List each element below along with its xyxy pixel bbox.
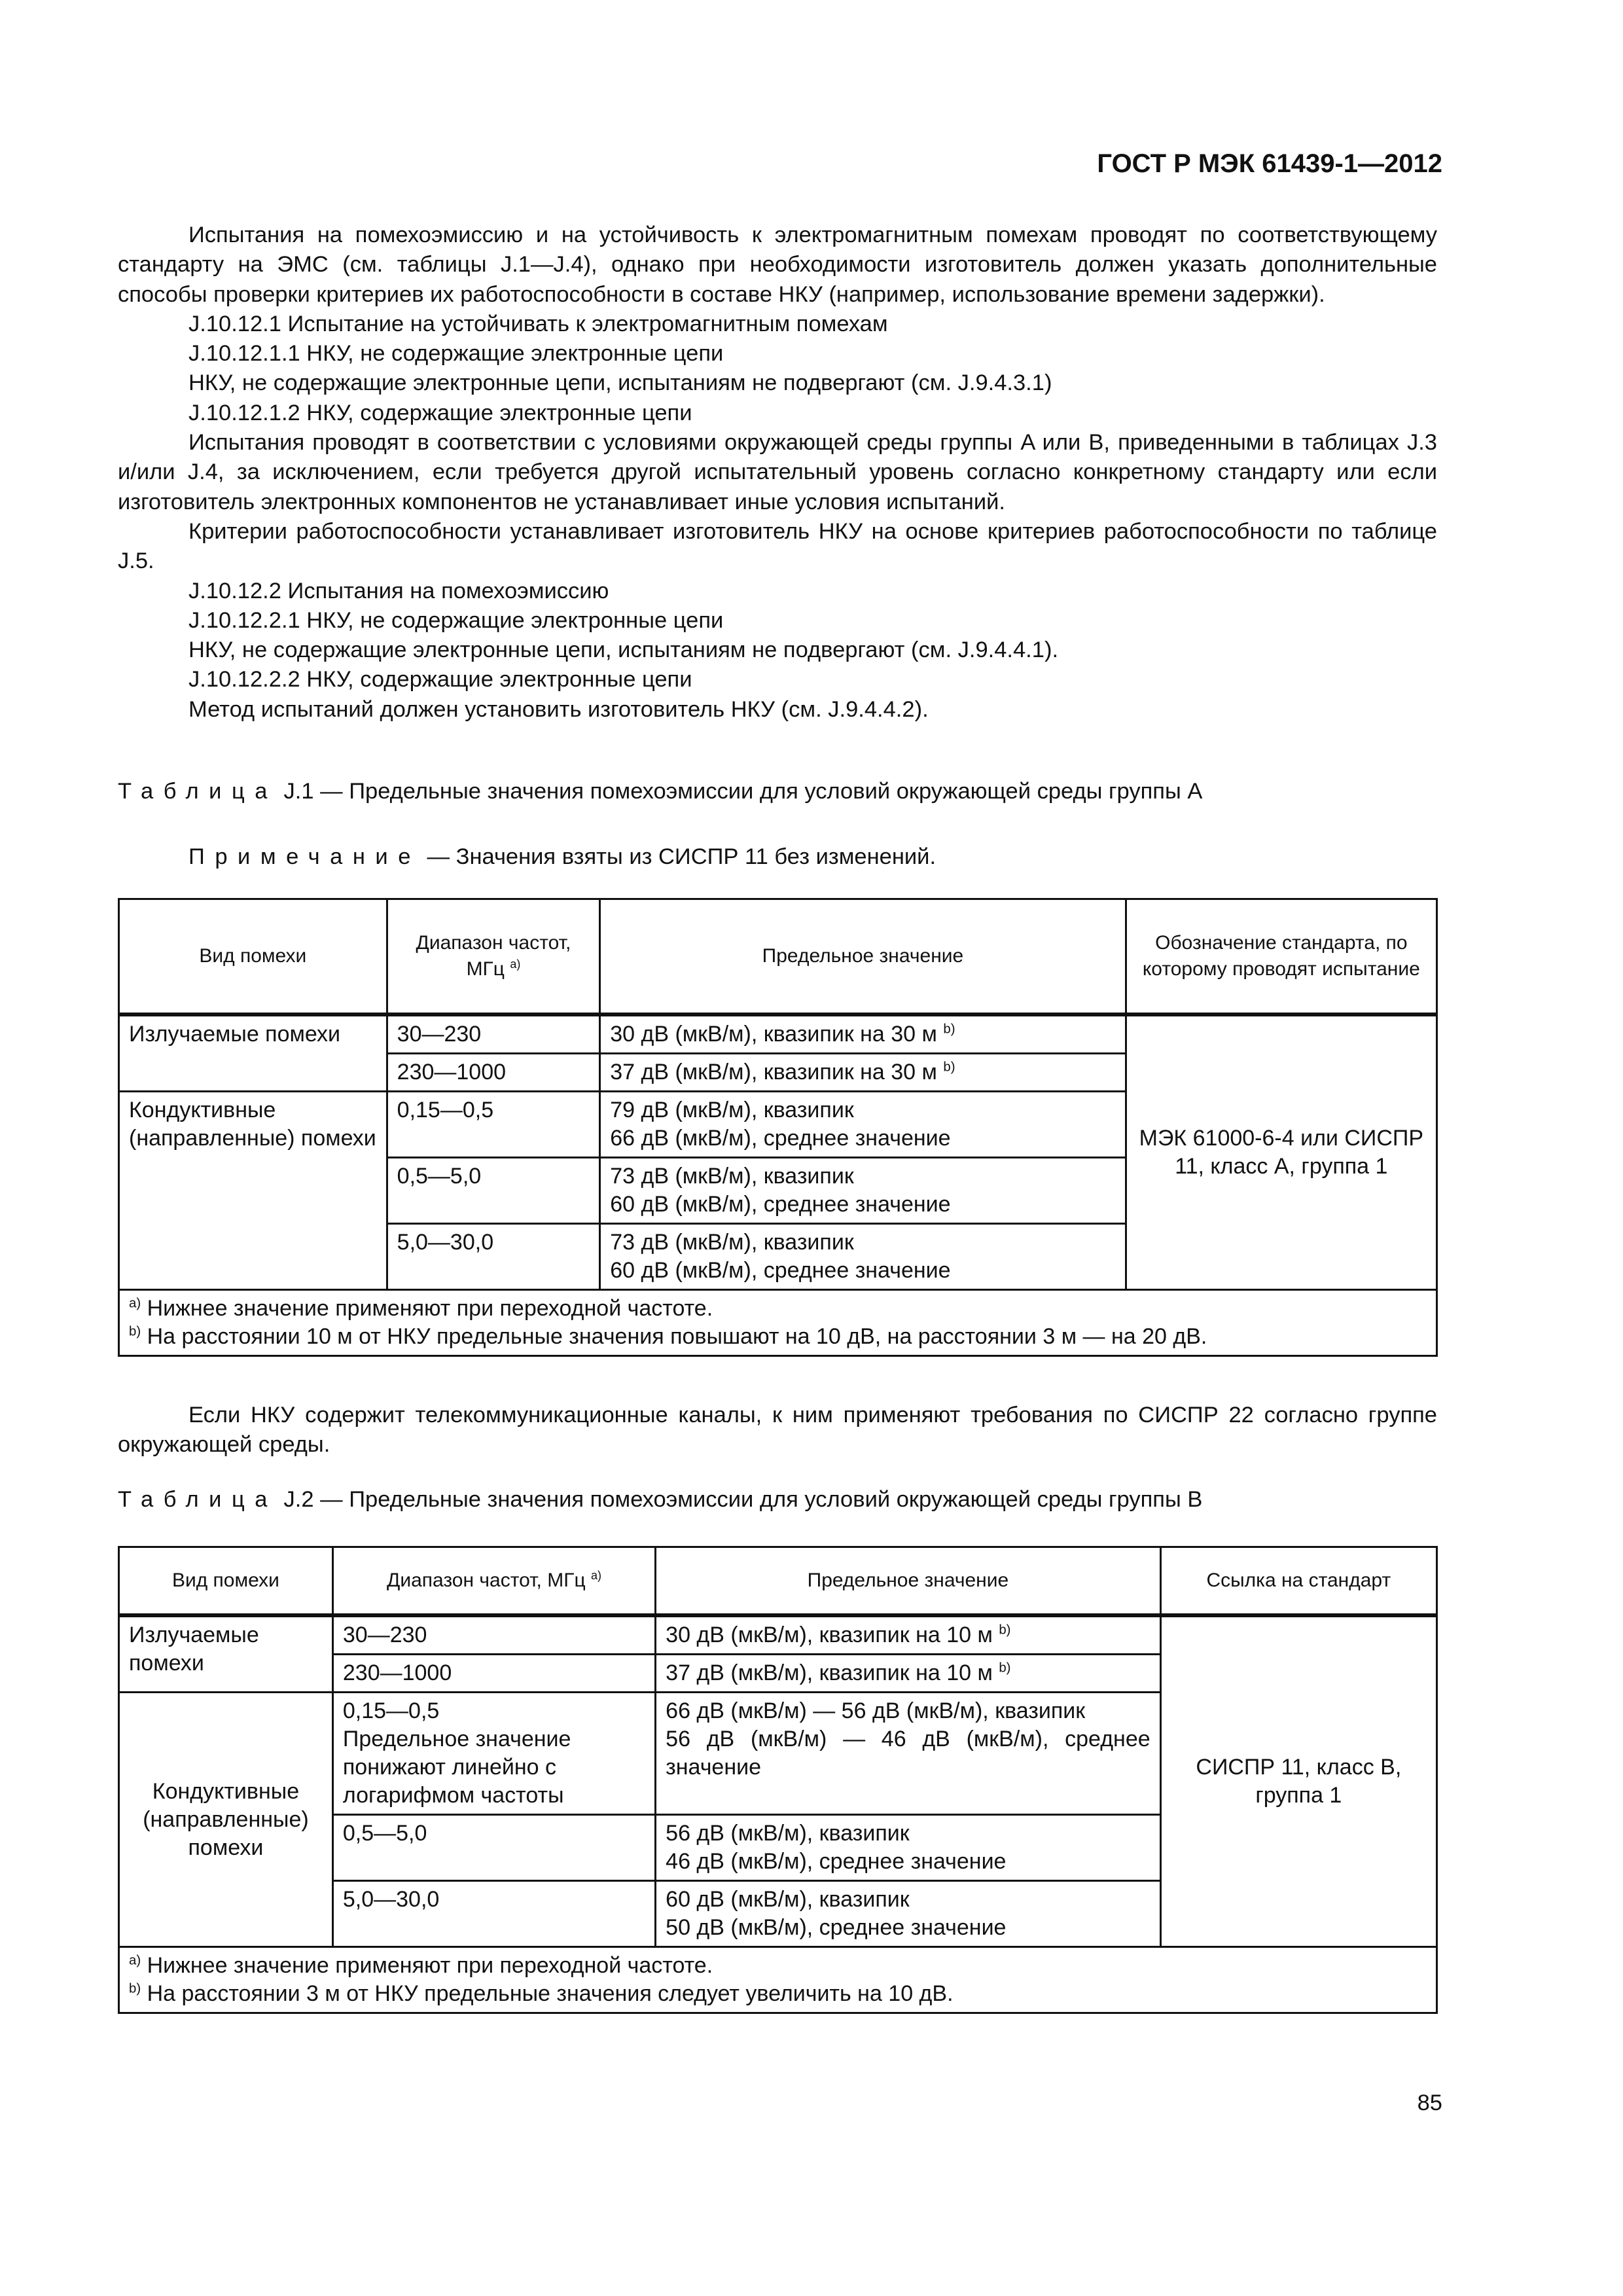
table-caption xyxy=(118,1487,1202,1513)
emission-limits-table-group-a xyxy=(118,898,1438,1357)
page-number: 85 xyxy=(1417,2090,1442,2115)
footnotes-row xyxy=(119,1947,1437,2013)
section-heading: J.10.12.1.1 НКУ, не содержащие электронные цепи xyxy=(188,341,724,367)
limit-cell: 37 дВ (мкВ/м), квазипик на 10 м $^{b)}$ xyxy=(656,1655,1160,1693)
freq-cell: 230—1000 xyxy=(332,1655,655,1693)
document-header: ГОСТ Р МЭК 61439-1—2012 xyxy=(1097,149,1442,178)
limit-cell: 73 дВ (мкВ/м), квазипик 60 дВ (мкВ/м), среднее значение xyxy=(600,1224,1126,1290)
header-standard: Обозначение стандарта, по которому проводят испытание xyxy=(1126,899,1436,1015)
freq-cell: 30—230 xyxy=(387,1014,600,1054)
limit-cell: 30 дВ (мкВ/м), квазипик на 30 м $^{b)}$ xyxy=(600,1014,1126,1054)
limit-cell: 56 дВ (мкВ/м), квазипик 46 дВ (мкВ/м), среднее значение xyxy=(656,1815,1160,1881)
table-note-text: — Значения взяты из СИСПР 11 без изменений. xyxy=(420,844,936,869)
limit-cell: 60 дВ (мкВ/м), квазипик 50 дВ (мкВ/м), среднее значение xyxy=(656,1881,1160,1947)
limit-cell: 37 дВ (мкВ/м), квазипик на 30 м $^{b)}$ xyxy=(600,1054,1126,1092)
header-limit: Предельное значение xyxy=(656,1547,1160,1616)
table-row xyxy=(119,1014,1437,1054)
section-heading: J.10.12.1.2 НКУ, содержащие электронные цепи xyxy=(188,400,692,425)
table-footnotes xyxy=(119,1947,1437,2013)
paragraph: НКУ, не содержащие электронные цепи, испытаниям не подвергают (см. J.9.4.4.1). xyxy=(188,637,1059,663)
freq-cell: 230—1000 xyxy=(387,1054,600,1092)
conducted-label: Кондуктивные (направленные) помехи xyxy=(119,1693,333,1947)
footnote: $^{b)}$ На расстоянии 10 м от НКУ предельные значения повышают на 10 дВ, на расстоянии 3 м — на 20 дВ. xyxy=(129,1324,1207,1349)
table-row xyxy=(119,1615,1437,1655)
paragraph: Испытания на помехоэмиссию и на устойчивость к электромагнитным помехам проводят по соответствующему стандарту на ЭМС (см. таблицы J.1—J.4), однако при необходимости изготовитель должен указать дополнительные способы проверки критериев их работоспособности в составе НКУ (например, использование времени задержки). xyxy=(118,223,1437,307)
freq-cell: 5,0—30,0 xyxy=(332,1881,655,1947)
freq-cell: 0,5—5,0 xyxy=(332,1815,655,1881)
standard-cell: СИСПР 11, класс В, группа 1 xyxy=(1160,1615,1436,1947)
header-standard: Ссылка на стандарт xyxy=(1160,1547,1436,1616)
section-heading: J.10.12.2.2 НКУ, содержащие электронные цепи xyxy=(188,667,692,692)
section-heading: J.10.12.2 Испытания на помехоэмиссию xyxy=(188,578,609,603)
conducted-label: Кондуктивные (направленные) помехи xyxy=(119,1092,387,1290)
paragraph: Если НКУ содержит телекоммуникационные каналы, к ним применяют требования по СИСПР 22 согласно группе окружающей среды. xyxy=(118,1403,1437,1458)
footnote: $^{b)}$ На расстоянии 3 м от НКУ предельные значения следует увеличить на 10 дВ. xyxy=(129,1981,954,2006)
body-text xyxy=(118,221,1437,725)
header-limit: Предельное значение xyxy=(600,899,1126,1015)
table-caption-text: J.2 — Предельные значения помехоэмиссии для условий окружающей среды группы В xyxy=(283,1487,1203,1512)
section-heading: J.10.12.1 Испытание на устойчивать к электромагнитным помехам xyxy=(188,311,888,336)
freq-cell: 0,15—0,5 xyxy=(387,1092,600,1158)
freq-cell: 0,5—5,0 xyxy=(387,1158,600,1224)
table-note xyxy=(188,844,936,870)
table-caption-label: Таблица xyxy=(118,779,277,804)
header-frequency: Диапазон частот, МГц $^{а)}$ xyxy=(332,1547,655,1616)
footnote: $^{а)}$ Нижнее значение применяют при переходной частоте. xyxy=(129,1953,713,1978)
standard-cell: МЭК 61000-6-4 или СИСПР 11, класс А, группа 1 xyxy=(1126,1014,1436,1290)
limit-cell: 30 дВ (мкВ/м), квазипик на 10 м $^{b)}$ xyxy=(656,1615,1160,1655)
footnotes-row xyxy=(119,1290,1437,1356)
section-heading: J.10.12.2.1 НКУ, не содержащие электронные цепи xyxy=(188,607,724,633)
emission-limits-table-group-b xyxy=(118,1546,1438,2014)
table-note-label: Примечание xyxy=(188,844,421,869)
paragraph: НКУ, не содержащие электронные цепи, испытаниям не подвергают (см. J.9.4.3.1) xyxy=(188,370,1052,396)
radiated-label: Излучаемые помехи xyxy=(119,1615,333,1693)
paragraph: Метод испытаний должен установить изготовитель НКУ (см. J.9.4.4.2). xyxy=(188,696,929,722)
paragraph: Критерии работоспособности устанавливает изготовитель НКУ на основе критериев работоспособности по таблице J.5. xyxy=(118,518,1437,574)
table-caption-text: J.1 — Предельные значения помехоэмиссии для условий окружающей среды группы А xyxy=(283,779,1203,804)
freq-cell: 0,15—0,5 Предельное значение понижают линейно с логарифмом частоты xyxy=(332,1693,655,1815)
header-type: Вид помехи xyxy=(119,1547,333,1616)
limit-cell: 73 дВ (мкВ/м), квазипик 60 дВ (мкВ/м), среднее значение xyxy=(600,1158,1126,1224)
limit-cell: 79 дВ (мкВ/м), квазипик 66 дВ (мкВ/м), среднее значение xyxy=(600,1092,1126,1158)
table-caption xyxy=(118,779,1202,804)
freq-cell: 5,0—30,0 xyxy=(387,1224,600,1290)
footnote: $^{а)}$ Нижнее значение применяют при переходной частоте. xyxy=(129,1296,713,1321)
table-footnotes xyxy=(119,1290,1437,1356)
radiated-label: Излучаемые помехи xyxy=(119,1014,387,1092)
header-frequency: Диапазон частот, МГц $^{а)}$ xyxy=(387,899,600,1015)
table-caption-label: Таблица xyxy=(118,1487,277,1512)
limit-cell: 66 дВ (мкВ/м) — 56 дВ (мкВ/м), квазипик 56 дВ (мкВ/м) — 46 дВ (мкВ/м), среднее значение xyxy=(656,1693,1160,1815)
paragraph: Испытания проводят в соответствии с условиями окружающей среды группы A или B, приведенными в таблицах J.3 и/или J.4, за исключением, если требуется другой испытательный уровень согласно конкретному стандарту или если изготовитель электронных компонентов не устанавливает иные условия испытаний. xyxy=(118,430,1437,514)
header-type: Вид помехи xyxy=(119,899,387,1015)
freq-cell: 30—230 xyxy=(332,1615,655,1655)
